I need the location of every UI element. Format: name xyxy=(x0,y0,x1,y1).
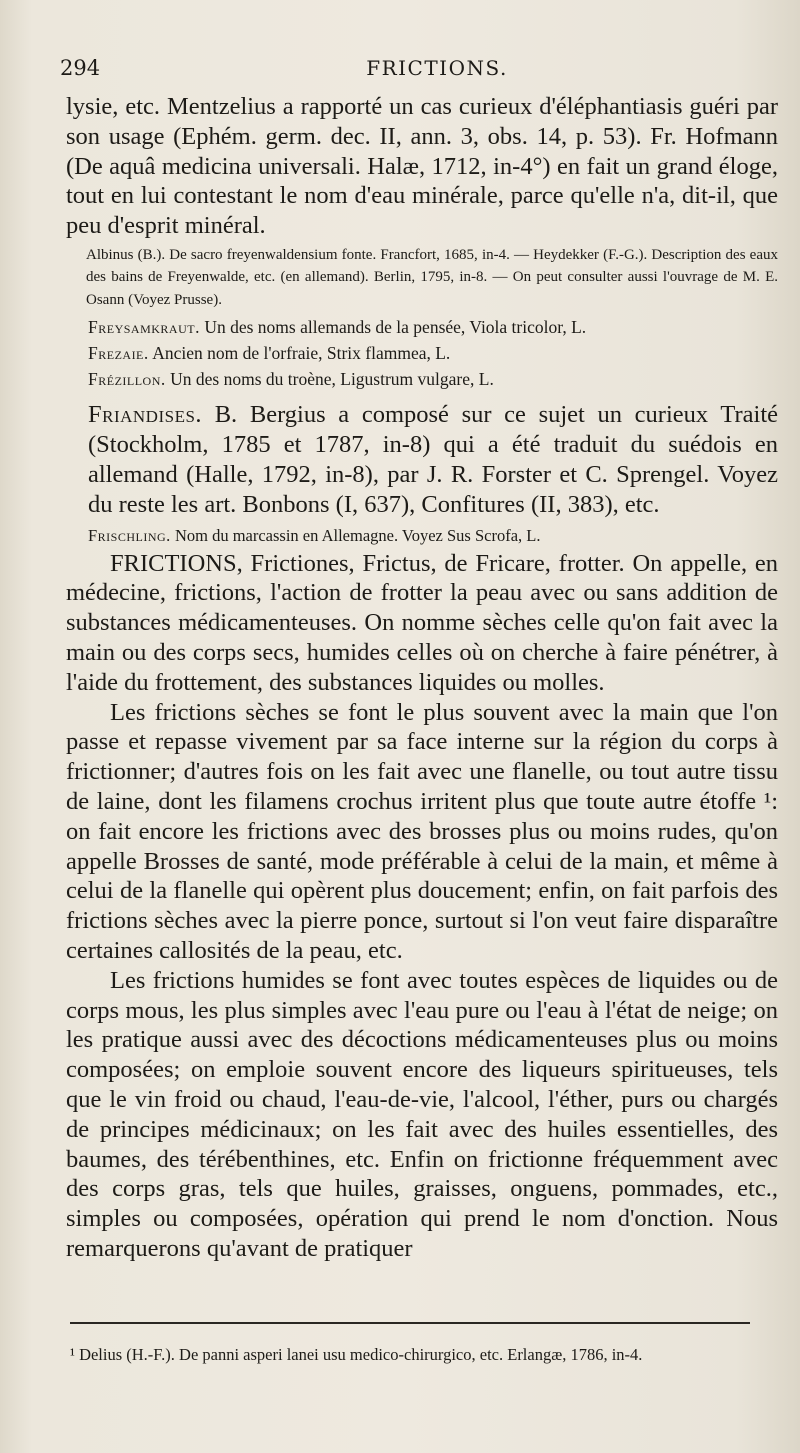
entry-head: Frezaie. xyxy=(88,343,149,364)
page-body xyxy=(66,92,778,1264)
entry-friandises xyxy=(66,400,778,519)
entry-frezaie xyxy=(66,340,778,366)
page-number: 294 xyxy=(60,56,101,80)
entry-text: B. Bergius a composé sur ce sujet un curieux Traité (Stockholm, 1785 et 1787, in-8) qui a été traduit du suédois en allemand (Halle, 1792, in-8), par J. R. Forster et C. Sprengel. Voyez du reste les art. Bonbons (I, 637), Confitures (II, 383), etc. xyxy=(88,401,778,518)
entry-text: Nom du marcassin en Allemagne. Voyez Sus Scrofa, L. xyxy=(174,525,541,545)
entry-text: Ancien nom de l'orfraie, Strix flammea, L. xyxy=(152,343,451,364)
entry-head: Frézillon. xyxy=(88,369,166,390)
entry-text: Un des noms du troène, Ligustrum vulgare, L. xyxy=(170,369,494,390)
entry-head: Friandises. xyxy=(88,401,203,429)
frictions-seches-paragraph: Les frictions sèches se font le plus souvent avec la main que l'on passe et repasse vivement par sa face interne sur la région du corps à frictionner; d'autres fois on les fait avec une flanelle, ou tout autre tissu de laine, dont les filamens crochus irritent plus que toute autre étoffe ¹: on fait encore les frictions avec des brosses plus ou moins rudes, qu'on appelle Brosses de santé, mode préférable à celui de la main, et même à celui de la flanelle qui opèrent plus doucement; enfin, on fait parfois des frictions sèches avec la pierre ponce, surtout si l'on veut faire disparaître certaines callosités de la peau, etc. xyxy=(66,698,778,965)
entry-head: Frischling. xyxy=(88,525,171,545)
running-title: FRICTIONS. xyxy=(366,56,508,80)
albinus-bibliography: Albinus (B.). De sacro freyenwaldensium fonte. Francfort, 1685, in-4. — Heydekker (F.-G.). Description des eaux des bains de Freyenwalde, etc. (en allemand). Berlin, 1795, in-8. — On peut consulter aussi l'ouvrage de M. E. Osann (Voyez Prusse). xyxy=(86,246,778,308)
entry-text: Un des noms allemands de la pensée, Viola tricolor, L. xyxy=(204,317,587,338)
entry-head: Freysamkraut. xyxy=(88,317,200,338)
footnote: ¹ Delius (H.-F.). De panni asperi lanei usu medico-chirurgico, etc. Erlangæ, 1786, in-4. xyxy=(70,1345,643,1364)
frictions-humides-paragraph: Les frictions humides se font avec toutes espèces de liquides ou de corps mous, les plus simples avec l'eau pure ou l'eau à l'état de neige; on les pratique aussi avec des décoctions médicamenteuses plus ou moins composées; on emploie souvent encore des liqueurs spiritueuses, tels que le vin froid ou chaud, l'eau-de-vie, l'alcool, l'éther, purs ou chargés de principes médicinaux; on les fait avec des huiles essentielles, des baumes, des térébenthines, etc. Enfin on frictionne fréquemment avec des corps gras, tels que huiles, graisses, onguens, pommades, etc., simples ou composées, opération qui prend le nom d'onction. Nous remarquerons qu'avant de pratiquer xyxy=(66,966,778,1262)
frictions-lead-paragraph: FRICTIONS, Frictiones, Frictus, de Fricare, frotter. On appelle, en médecine, frictions, l'action de frotter la peau avec ou sans addition de substances médicamenteuses. On nomme sèches celle qu'on fait avec la main ou des corps secs, humides celles où on cherche à faire pénétrer, à l'aide du frottement, des substances liquides ou molles. xyxy=(66,549,778,696)
entry-frezillon xyxy=(66,366,778,392)
page-header xyxy=(60,56,774,90)
continuation-paragraph: lysie, etc. Mentzelius a rapporté un cas curieux d'éléphantiasis guéri par son usage (Ephém. germ. dec. II, ann. 3, obs. 14, p. 53). Fr. Hofmann (De aquâ medicina universali. Halæ, 1712, in-4°) en fait un grand éloge, tout en lui contestant le nom d'eau minérale, parce qu'elle n'a, dit-il, que peu d'esprit minéral. xyxy=(66,93,778,240)
entry-frischling xyxy=(66,523,778,549)
entry-freysamkraut xyxy=(66,314,778,340)
footnote-divider xyxy=(70,1322,750,1324)
